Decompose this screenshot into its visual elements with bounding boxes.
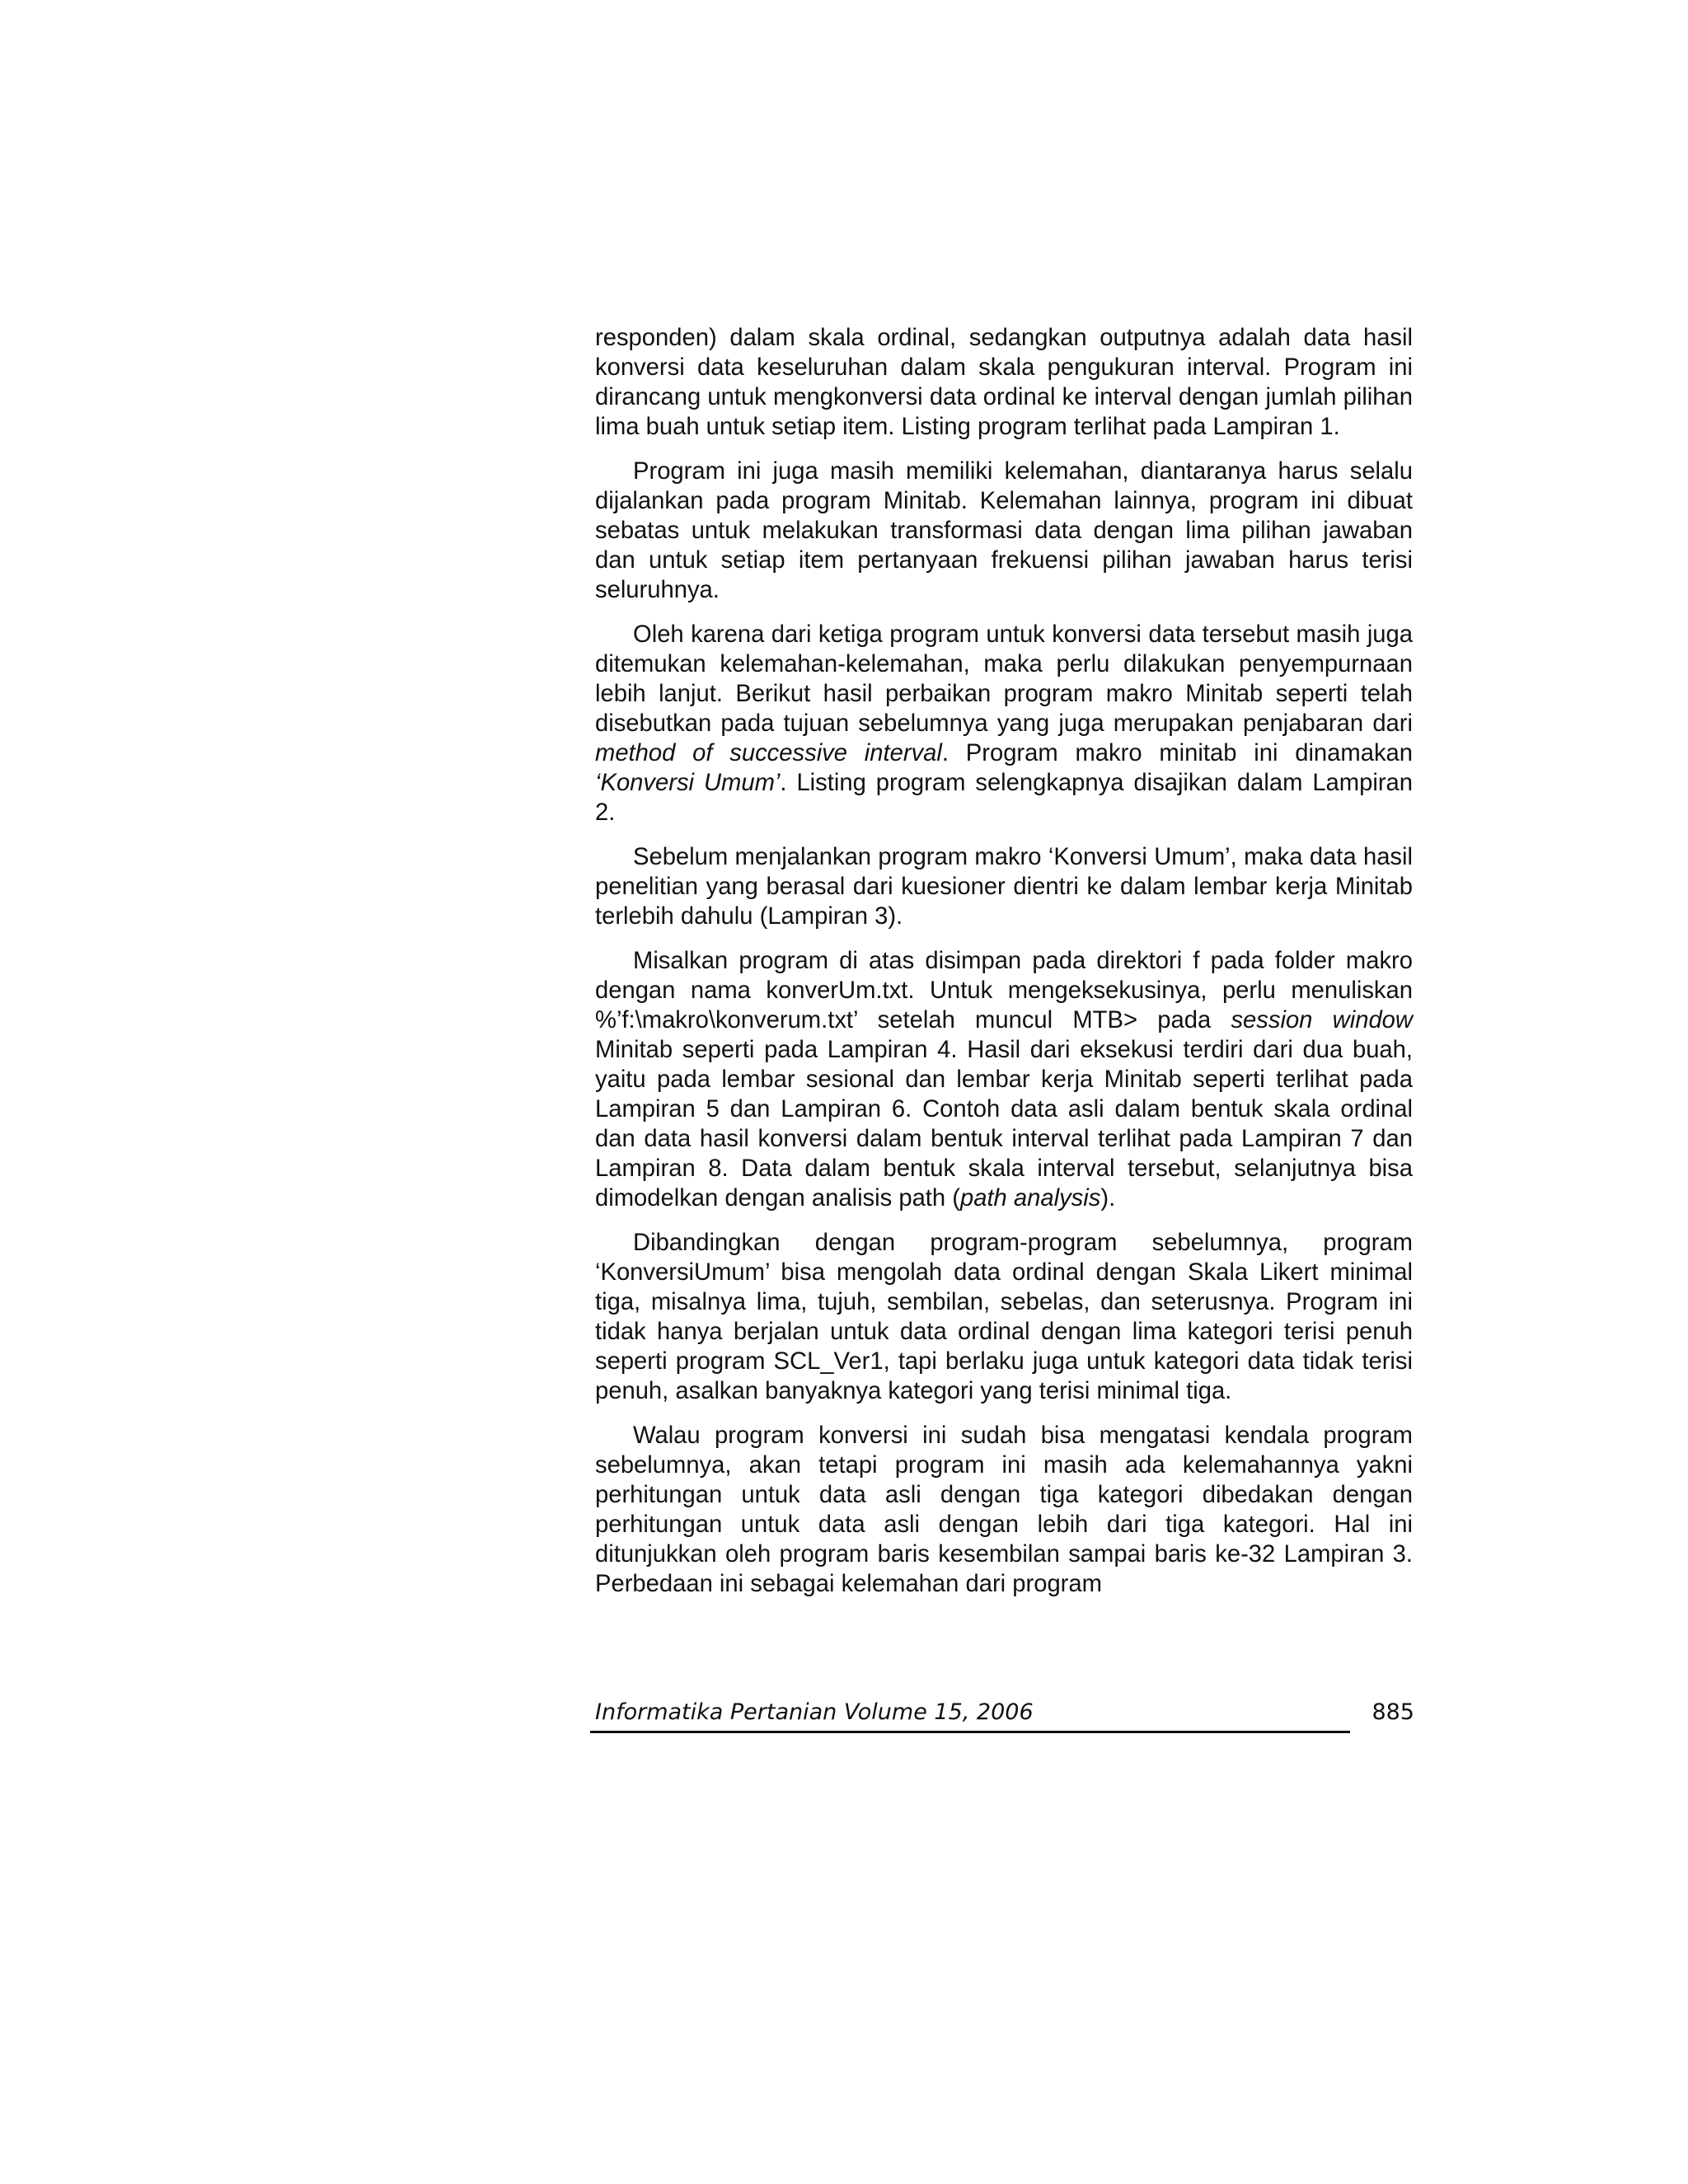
paragraph-5-italic-path: path analysis: [959, 1185, 1101, 1212]
paragraph-5: [595, 946, 1413, 1213]
paragraph-3-text-c: . Program makro minitab ini dinamakan: [941, 740, 1414, 766]
paragraph-3-italic-method: method of successive interval: [595, 740, 942, 766]
page-footer: [590, 1698, 1414, 1734]
paragraph-3-italic-name: ‘Konversi Umum’: [595, 770, 781, 796]
body-text: [595, 323, 1413, 1599]
paragraph-1: responden) dalam skala ordinal, sedangkan outputnya adalah data hasil konversi data keseluruhan dalam skala pengukuran interval. Program ini dirancang untuk mengkonversi data ordinal ke interval dengan jumlah pilihan lima buah untuk setiap item. Listing program terlihat pada Lampiran 1.: [595, 325, 1413, 440]
journal-title: Informatika Pertanian Volume 15, 2006: [595, 1699, 1034, 1725]
paragraph-3-text-e: . Listing program selengkapnya disajikan dalam Lampiran 2.: [595, 770, 1414, 826]
paragraph-2: Program ini juga masih memiliki kelemahan, diantaranya harus selalu dijalankan pada program Minitab. Kelemahan lainnya, program ini dibuat sebatas untuk melakukan transformasi data dengan lima pilihan jawaban dan untuk setiap item pertanyaan frekuensi pilihan jawaban harus terisi seluruhnya.: [595, 458, 1413, 603]
paragraph-6: Dibandingkan dengan program-program sebelumnya, program ‘KonversiUmum’ bisa mengolah data ordinal dengan Skala Likert minimal tiga, misalnya lima, tujuh, sembilan, sebelas, dan seterusnya. Program ini tidak hanya berjalan untuk data ordinal dengan lima kategori terisi penuh seperti program SCL_Ver1, tapi berlaku juga untuk kategori data tidak terisi penuh, asalkan banyaknya kategori yang terisi minimal tiga.: [595, 1230, 1413, 1404]
paragraph-4: Sebelum menjalankan program makro ‘Konversi Umum’, maka data hasil penelitian yang berasal dari kuesioner dientri ke dalam lembar kerja Minitab terlebih dahulu (Lampiran 3).: [595, 844, 1413, 930]
paragraph-5-text-c: Minitab seperti pada Lampiran 4. Hasil dari eksekusi terdiri dari dua buah, yaitu pada lembar sesional dan lembar kerja Minitab seperti terlihat pada Lampiran 5 dan Lampiran 6. Contoh data asli dalam bentuk skala ordinal dan data hasil konversi dalam bentuk interval terlihat pada Lampiran 7 dan Lampiran 8. Data dalam bentuk skala interval tersebut, selanjutnya bisa dimodelkan dengan analisis path (: [595, 1037, 1413, 1212]
page-number: 885: [1372, 1699, 1414, 1725]
paragraph-3: [595, 620, 1413, 827]
paragraph-5-italic-session: session window: [1231, 1007, 1413, 1033]
paragraph-3-text-a: Oleh karena dari ketiga program untuk konversi data tersebut masih juga ditemukan kelemahan-kelemahan, maka perlu dilakukan penyempurnaan lebih lanjut. Berikut hasil perbaikan program makro Minitab seperti telah disebutkan pada tujuan sebelumnya yang juga merupakan penjabaran dari: [595, 621, 1413, 737]
paragraph-7: Walau program konversi ini sudah bisa mengatasi kendala program sebelumnya, akan tetapi program ini masih ada kelemahannya yakni perhitungan untuk data asli dengan tiga kategori dibedakan dengan perhitungan untuk data asli dengan lebih dari tiga kategori. Hal ini ditunjukkan oleh program baris kesembilan sampai baris ke-32 Lampiran 3. Perbedaan ini sebagai kelemahan dari program: [595, 1422, 1413, 1597]
paragraph-5-text-e: ).: [1100, 1185, 1116, 1212]
paragraph-5-text-a: Misalkan program di atas disimpan pada direktori f pada folder makro dengan nama konverUm.txt. Untuk mengeksekusinya, perlu menuliskan %’f:\makro\konverum.txt’ setelah muncul MTB> pada: [595, 948, 1413, 1033]
footer-rule: [590, 1731, 1350, 1733]
